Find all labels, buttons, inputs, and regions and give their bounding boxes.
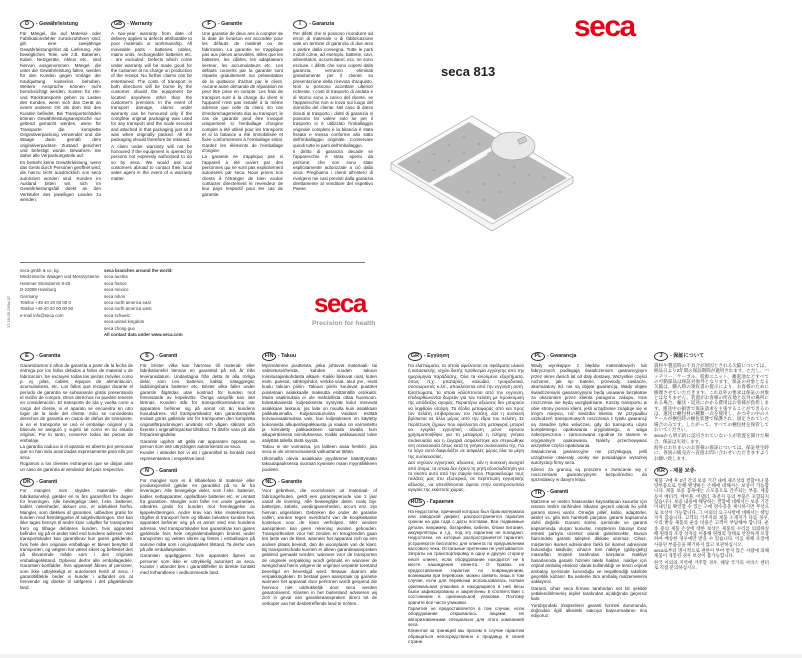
branch-item: seca mexico [104, 287, 129, 293]
language-code-badge: FIN [262, 352, 276, 361]
company-address [20, 268, 104, 319]
warranty-section-f [202, 20, 283, 197]
section-title: - Gwarancja [547, 353, 577, 360]
section-paragraph: Per difetti che si possono ricondurre ad errori di materiale o di fabbricazione vale un termine di garanzia di due anni a partire dalla consegna. Tutte le parti mobili come, ad esempio, batterie, cavi, alimentatori, accumulatori, ecc. ne sono escluse. I difetti che sono coperti dalla garanzia, verranno eliminati gratuitamente per il cliente su presentazione della ricevuta d'acquisto. Non si possono accettare ulteriori richieste. I costi di trasporto di andata e di ritorno sono a carico del cliente, se l'apparecchio non si trova sul luogo del domicilio del cliente. Nel caso di danni dovuti al trasporto i diritti di garanzia si possono far valere solo se per il trasporto si è utilizzato l'imballaggio originale completo e la bilancia è stata fissata e messa conforme allo stato dell'imballaggio originale. Conservare quindi tutte le parti dell'imballaggio. [293, 30, 373, 148]
section-paragraph: Une garantie de deux ans à compter de la date de livraison est accordée pour les défauts de matériel ou de fabrication. La garantie ne s'applique pas aux pièces amovibles, telles que les batteries, les câbles, les adaptateurs secteur, les accumulateurs etc. Les défauts couverts par la garantie sont réparés gratuitement sur présentation de la quittance d'achat par le client. Aucune autre demande de réparation ne peut être prise en compte. Les frais de transport sont à la charge du client si l'appareil n'est pas installé à la même adresse que celle du client. En cas d'endommagements dus au transport, le cas de garantie peut être invoqué uniquement si l'emballage d'origine complet a été utilisé pour les transports et si la balance a été immobilisée et fixée conformément à l'emballage initial. Gardez les éléments de l'emballage d'origine. [202, 30, 283, 154]
seca-logo-small: seca [314, 288, 366, 318]
section-heading [408, 352, 524, 361]
column-bottom-3 [262, 352, 377, 611]
seca-logo: seca [574, 10, 635, 43]
warranty-section-tr [531, 489, 647, 619]
section-paragraph: Myönnämme puutteista, jotka johtuvat materiaali- tai valmistusvirheistä, kahden vuoden takuun toimitusajankohdasta alkaen. Kaikki liikkuvat osat, kuten esim. paristot, sähköjohdot, verkko-osat, akut jne., eivät kuulu takuun piiriin. Takuun piiriin kuuluvat puutteet poistetaan asiakkaalle maksutta esittämällä ostokuitti. Muita vaatimuksia ei ole mahdollista ottaa huomioon. Edestakaisesta kuljetuksesta syntyvät kulut menevät asiakkaan laskuun, jos laite on muulla kuin asiakkaan paikkakunnalla. Kuljetusvaurioista voidaan esittää korvausvaatimuksia vain, kun kuljetukseen on käytetty kokonaista alkuperäispakkausta ja vaaka on varmistettu ja kiinnitetty pakkaukseen samalla tavalla kuin alkuperäisessä toimituksessa. Kaikki pakkausosat tulee säilyttää tallella tästä syystä. [262, 362, 377, 443]
branches-title: seca branches around the world: [104, 268, 173, 273]
column-bottom-2 [140, 352, 255, 580]
warranty-section-dk [20, 478, 133, 590]
address-country: Germany [20, 293, 39, 299]
warranty-section-s [140, 352, 255, 461]
section-title: - 제품 보증- [670, 467, 697, 474]
top-area [0, 0, 802, 260]
section-title: - Garanti [156, 467, 178, 474]
section-paragraph: La garantía caduca si el aparato es abierto por personas que no han sido autorizadas expresamente para ello por seca. [20, 444, 133, 460]
column-bottom-6 [654, 352, 769, 576]
section-paragraph: A two-year warranty from date of delivery applies to defects attributable to poor materials or workmanship. All moveable parts - batteries, cables, mains units, rechargeable batteries etc. - are excluded. Defects which come under warranty will be made good for the customer at no charge on production of the receipt. No further claims can be entertained. The costs of transport in both directions will be borne by the customer should the equipment be located anywhere other than the customer's premises. In the event of transport damage, claims under warranty can be honoured only if the complete original packaging was used for any transport and the scale secured and attached in that packaging just as it was when originally packed. All the packaging should therefore be retained. [111, 30, 192, 143]
section-paragraph: Für Mängel, die auf Material- oder Fabrikationsfehler zurückzuführen sind, gilt eine zweijährige Gewährleistungsfrist ab Lieferung. Alle beweglichen Teile, wie z.B. Batterien, Kabel, Netzgeräte, Akkus etc., sind hiervon ausgenommen. Mängel, die unter die Gewährleistung fallen, werden für den Kunden gegen Vorlage der Kaufquittung kostenlos behoben. Weitere Ansprüche können nicht berücksichtigt werden. Kosten für Hin- und Rücktransporte gehen zu Lasten des Kunden, wenn sich das Gerät an einem anderen Ort als dem Sitz des Kunden befindet. Bei Transportschäden können Gewährleistungsansprüche nur geltend gemacht werden, wenn für Transporte die komplette Originalverpackung verwendet und die Waage darin gemäß dem originalverpackten Zustand gesichert und befestigt wurde. Bewahren Sie daher alle Verpackungsteile auf. [20, 30, 101, 159]
section-title: - Takuu [278, 353, 297, 360]
section-heading [140, 352, 255, 361]
section-paragraph: 한국 이외의 지역에 거주할 경우, 해당 국가의 서비스 센터로 직접 문의하십시오. [654, 559, 769, 571]
section-heading [262, 352, 377, 361]
company-name: seca gmbh & co. kg. [20, 268, 60, 273]
language-code-badge: N [140, 467, 154, 476]
language-code-badge: D [20, 20, 34, 29]
language-code-badge: PL [531, 352, 545, 361]
section-paragraph: Takuu ei ole voimassa, jos laitteen avaa henkilö, jota seca ei ole nimenomaisesti valtuuttanut tähän. [262, 444, 377, 455]
warranty-section-kr [654, 467, 769, 570]
section-paragraph: Es besteht keine Gewährleistung, wenn das Gerät durch Personen geöffnet wird, die hierzu nicht ausdrücklich von seca autorisiert worden sind. Kunden im Ausland bitten wir, sich im Gewährleistungsfall direkt an den Verkäufer des jeweiligen Landes zu wenden. [20, 159, 101, 203]
section-paragraph: Δεν ισχύουν εγγυητικές αξιώσεις, εάν η συσκευή ανοιχτεί από άτομα, τα οποία δεν έχουν τη ρητή εξουσιοδότηση για το σκοπό αυτό από την εταιρία seca. Παρακαλούμε τους πελάτες μας στο εξωτερικό, σε περίπτωση εγγυητικής αξίωσης, να απευθύνονται άμεσα στην αντιπροσωπεία αγοράς της εκάστοτε χώρας. [408, 460, 524, 492]
document-code: 17-10-05-263d-07 [6, 295, 11, 328]
language-code-badge: RUS [408, 498, 425, 507]
column-top-4 [293, 20, 373, 198]
branches-list [104, 268, 194, 338]
branch-item: seca north america west [104, 306, 152, 312]
tagline: Precision for health [312, 320, 376, 327]
section-paragraph: For mangler, som skyldes materiale- eller fabrikationsfejl, gælder en to års garantifrist fra dagen for leveringen. Alle bevægelige dele, f.eks. batterier, kabler, netenheder, akkuer osv., er udelukket herfra. Mangler, som dækkes af garantien, udbedres gratis for kunden mod fremlæggelse af salgskvitteringen. Der kan ikke tages hensyn til andre krav. Udgifter for transporten frem og tilbage debiteres kunden, hvis apparatet befinder sig på et andet sted end kundens adresse. Ved transportskader kan garantikrav kun gøres gældende, hvis hele den originale emballage er blevet benyttet til transporten, og vægten har været sikret og befæstet deri på tilsvarende måde som i den originale emballagetilstand. Opbevar derfor alle emballagedele. Garantien bortfalder, hvis apparatet åbnes af personer, som ikke udtrykkeligt er autoriseret hertil af seca. I garantitilfælde beder vi kunder i udlandet om at henvende sig direkte til sælgeren i det pågældende land. [20, 488, 133, 590]
section-paragraph: Kunder i utlandet ber vi att i garantifall ta kontakt med representanten i respektive land. [140, 450, 255, 461]
section-heading [111, 20, 192, 29]
section-paragraph: seca로부터 명시적으로 권한이 부여 받지 않은 사람에 의해 제품이 개봉된 경우 보상이 불가능합니다. [654, 548, 769, 559]
section-heading [262, 478, 377, 487]
section-heading [531, 489, 647, 498]
column-top-2 [111, 20, 192, 187]
section-paragraph: Για ελαττώματα, τα οποία οφείλονται σε σφάλματα υλικού ή κατασκευής, ισχύει διετής προθεσμία εγγύησης από την ημερομηνία παράδοσης. Όλα τα κινούμενα εξαρτήματα, όπως π.χ. μπαταρίες, καλώδια, τροφοδοτικά, συσσωρευτές κ.λπ., αποκλείονται από την εγγύηση αυτή. Ελαττώματα, τα οποία καλύπτονται από την εγγύηση, επιδιορθώνονται δωρεάν για τον πελάτη με προσκόμιση της απόδειξης αγοράς. Περαιτέρω αξιώσεις δεν μπορούν να ληφθούν υπόψη. Τα έξοδα μεταφοράς από και προς τον πελάτη επιβαρύνουν τον πελάτη, εάν η συσκευή βρίσκεται σε άλλο μέρος από την έδρα του πελάτη. Σε περίπτωση ζημιών που οφείλονται στη μεταφορά, μπορεί να εγερθεί εγγυητική αξίωση μόνο εφόσον χρησιμοποιήθηκε για τη μεταφορά η πλήρης γνήσια συσκευασία και η ζυγαριά ασφαλίστηκε και στερεώθηκε στη συσκευασία όπως κατά τη γνήσια συσκευασία της. Για το λόγο αυτό διαφυλάξτε σε ασφαλές μέρος όλα τα μέρη της συσκευασίας. [408, 362, 525, 459]
document-code-wrap [0, 268, 14, 328]
warranty-section-pl [531, 352, 647, 482]
warranty-section-i [293, 20, 373, 192]
language-code-badge: GB [111, 20, 125, 29]
phone-number: Telefon +49 40 20 00 00 0 [20, 300, 71, 306]
language-code-badge: NL [262, 478, 276, 487]
section-heading [20, 478, 133, 487]
language-code-badge: F [202, 20, 216, 29]
section-paragraph: Garantizamos 2 años de garantía a partir de la fecha de entrega por los fallos debidos a fallos de material o de fabricación. Se excluyen todas las piezas móviles como p. ej. pilas, cables, equipos de alimentación, acumuladores, etc. Los fallos que recaigan durante el período de garantía se subsanarán gratis presentando el recibo de compra. Otros derechos no pueden tenerse en consideración. El transporte de ida y vuelta corre a cargo del cliente, si el aparato se encuentra en otro lugar de la sede del cliente. Sólo se concederán derechos de garantía en casos de daños de transporte, si en el transporte se usó el embalaje original y la báscula se aseguró y sujetó tal como en su estado original. Por lo tanto, conserve todas las piezas de embalaje. [20, 362, 133, 443]
section-paragraph: Garanti, cihaz seca firması tarafından net bir şekilde yetkilendirilmemiş kişiler tarafından açıldığında geçersiz kalır. [531, 585, 647, 602]
branch-item: seca schweiz [104, 312, 131, 318]
section-paragraph: För brister vilka kan härröras till material- eller fabrikationsfel lämnas en garantitid på två år från leveransdatum. Undantagna från detta är alla rörliga delar, som t.ex. batterier, kablar, nätaggregat, laddningsbara batterier etc. Brister vilka faller under garantin åtgärdas utan kostnad för kunden mot förevisande av köpekvitto. Övriga anspråk kan inte lämnas. Kunden står för transportkostnaderna när apparaten befinner sig på annat ort än kundens huvudadress. Vid transportskador kan garantianspråk endast göras gällande när för transporten den kompletta originalförpackningen används och vågen säkrats och fixerats i originalförpackat tillstånd. Ta därför vara på alla förpackningsdelar. [140, 362, 255, 438]
bottom-area [0, 338, 802, 650]
section-paragraph: Świadczenia gwarancyjne nie przysługują, jeśli urządzenie otwierały osoby nie posiadające wyraźnej autoryzacji firmy seca. [531, 449, 647, 466]
column-top-1 [20, 20, 101, 209]
section-paragraph: На недостатки, причиной которых был брак материала или заводской дефект, распространяется гарантия сроком на два года с даты поставки. Все подвижные детали, например, батарейки, кабели, блоки питания, аккумуляторы и т.д., под эту гарантию не попадают. Недостатки, на которые распространяется гарантия, устраняются бесплатно для клиента по предъявлении кассового чека. Остальные претензии не учитываются. Затраты на транспортировку в одну и другую сторону несет клиент, если оборудование находится не в месте нахождения клиента. О правах на предоставление гарантии по повреждениям, возникшим при перевозке, можно заявить лишь в том случае, если для перевозки использовалась полная оригинальная упаковка и находящиеся в ней весы были зафиксированы и закреплены в соответствии с состоянием в оригинальной упаковке. Поэтому храните все части упаковки. [408, 508, 524, 605]
section-title: - Warranty [127, 20, 153, 27]
language-code-badge: GR [408, 352, 422, 361]
branch-item: seca zhong guo [104, 325, 136, 331]
contact-area [0, 268, 802, 338]
brand-box [314, 268, 384, 328]
section-heading [20, 20, 101, 29]
section-divider [20, 262, 365, 263]
language-code-badge: I [293, 20, 307, 29]
section-heading [202, 20, 283, 29]
section-heading [293, 20, 373, 29]
section-paragraph: For mangler som er å tilbakeføre til material- eller produksjonsfeil gjelder en garantitid på to år fra leveringen. Alle bevegelige deler, som f.eks. batterier, kabler, nettapparater, oppladbare batterier etc. er unntatt fra garantien. Mangler som faller inn under garantien, utbedres gratis for kunden mot fremleggelse av kjøpekvitteringen. Andre krav kan ikke imøtekommes. Utgifter til transport frem og tilbake belastes kunden hvis apparatet befinner seg på et annet sted enn kundens adresse. Ved transportskader kan garantikrav kun gjøres gjeldende hvis hele originalemballasjen brukes under transporten og vekten sikres og festes i emballasjen på samme måte som i originalpakket tilstand. Ta derfor vare på alle emballasjedeler. [140, 477, 255, 553]
section-title: - Εγγύηση [424, 353, 450, 360]
column-top-3 [202, 20, 283, 203]
warranty-section-j [654, 352, 769, 461]
section-paragraph: Гарантия не предоставляется в том случае, если оборудование открывалось лицами, не авторизованными специально для этого компанией seca. [408, 605, 524, 627]
section-title: - Garantie [218, 20, 243, 27]
language-code-badge: J [654, 352, 668, 361]
section-paragraph: Voor gebreken, die voortvloeien uit materiaal- of fabricagefouten, geldt een garantieperiode van 2 jaar vanaf de levering. Alle beweeglijke delen zoals bijv. batterijen, kabels, voedingseenheden, accu's enz. zijn hiervan uitgesloten. Gebreken die onder de garantie vallen, worden tegen overdracht van de koopkwitantie kosteloos voor de klant verholpen. Met verdere aanspraken kan geen rekening worden gehouden. Transportkosten voor het zenden en terugzenden gaan ten laste van de klant, wanneer het apparaat zich op een andere plaats bevindt, dan de woonplaats van de klant. Bij transportschade kunnen er alleen garantieaanspraken geldend gemaakt worden, wanneer voor de transporten de originele verpakking wordt gebruikt en wanneer de weegschaal hierin volgens de origineel verpakte toestand beveiligd en bevestigd werd. Bewaar daarom alle verpakkingdelen. Er bestaat geen aanspraak op garantie wanneer het apparaat door personen wordt geopend die hiervoor niet uitdrukkelijk door seca werden geautoriseerd. Klanten in het buitenland adviseren wij zich in geval van garantieaanspraken direct tot de verkoper van het desbetreffende land te richten. [262, 488, 377, 606]
warranty-section-nl [262, 478, 377, 606]
column-bottom-5 [531, 352, 647, 624]
language-code-badge: TR [531, 489, 545, 498]
section-title: - Garantie [278, 478, 303, 485]
section-heading [654, 352, 769, 361]
section-paragraph: Wady wynikające z błędów materiałowych lub fabrycznych podlegają świadczeniom gwarancyjnym przez okres dwóch lat od daty dostawy. Wszystkie części ruchome, jak np. baterie, przewody, zasilacze, akumulatory itd. nie są objęte gwarancją. Wady objęte świadczeniami gwarancyjnymi będą usuwane bezpłatnie za okazaniem przez klienta paragonu zakupu. Inne roszczenia nie będą uwzględniane. Koszty transportu w obie strony ponosi klient, jeśli urządzenie znajduje się w innym miejscu, niż siedziba klienta. W przypadku uszkodzeń transportowych roszczenia z tytułu gwarancji są zasadne tylko wówczas, gdy do transportu użyto kompletnego opakowania oryginalnego, a waga zabezpieczona i zamocowana zgodnie ze stanem w oryginalnym opakowaniu. Należy przechowywać wszystkie części opakowania. [531, 362, 647, 449]
language-code-badge: E [20, 352, 34, 361]
warranty-section-n [140, 467, 255, 575]
section-paragraph: Il diritto di garanzia decade se l'apparecchio è stato aperto da persone, che non sono state esplicitamente autorizzate a ciò dalla seca. Preghiamo i clienti all'estero di rivolgersi nei casi previsti dalla garanzia direttamente al venditore del rispettivo Paese. [293, 149, 373, 192]
section-title: - Garanti [547, 489, 569, 496]
section-title: - 保証について [670, 353, 705, 360]
branch-item: seca france [104, 280, 127, 286]
page-edge [0, 654, 802, 658]
section-title: - Garanti [36, 478, 58, 485]
section-heading [20, 352, 133, 361]
section-title: - Garantía [36, 353, 61, 360]
branch-item: seca austria [104, 274, 128, 280]
section-paragraph: 資材や製造時の不具合が原因とされる欠陥については、納品日より2年間の保証期間が適用されます。ただし、バッテリー、ケーブル、電源ユニット、蓄電池などすべての可動部品は保証対象外となります。保証の対象となる欠陥は、購入時の領収書の提示により、お客様のために修理させていただきます。これ以外の要求は保証の対象とはなりません。装置がお客様の所在地と以外の場所にある場合、輸送・返送にかかる費用はお客様が負担します。運送中の損害で保証請求を主張することができるのは、運送に梱包材の種類一式を使用し、かつその中のスケールが梱包時の梱包状態で保護され、固定されていた場合のみです。したがって、すべての梱包材を保管しておいてください。 [654, 362, 769, 433]
language-code-badge: S [140, 352, 154, 361]
address-line: D-22089 Hamburg [20, 287, 57, 293]
section-paragraph: Rogamos a los clientes extranjeros que se dirijan ante un caso de garantía al vendedor del país respectivo. [20, 461, 133, 472]
section-title: - Garanti [156, 353, 178, 360]
section-paragraph: secaから明示的に認可されていない人が装置を開けた場合、保証は失効します。 [654, 433, 769, 444]
section-paragraph: 제품 구매 후 2년 간의 보증 기간 내에 제조상의 결함이나 불량부품으로 인해 발생하는 손해에 대해서는 보상이 가능합니다. 제품 보증 품목에는 소모품으로 간주되는 부품, 제품 등이 배터리, 케이블, 어댑터, 축전지 등의 부품은 포함되지 않습니다. 보증 내용에 해당하는 결함에 대해서는 보증 기간 이내인를 확인할 수 있는 구매 영수증을 제시하시면 무상으로 보상이 가능합니다. 그 이외의 요구사항에 대해서는 책임지지 않습니다. 고객의 거주지와 제품 소재지가 다를 경우, 수리 발송 제품의 운송 비용은 고객이 부담해야 합니다. 운송 중의 제품 손상에 대한 보상은 제품의 수리를 의뢰하실 때 원래의 포장 상자를 이용해 원래의 상태로 안전하게 포장하여 배송한 경우에만 받을 수 있습니다. 이를 위해 포장에 사용된 부품들을 폐기하지 않고 보관하십시오. [654, 477, 769, 547]
section-heading [654, 467, 769, 476]
warranty-section-gr [408, 352, 524, 492]
contact-footer: All contact data under www.seca.com [104, 332, 183, 338]
language-code-badge: KR [654, 467, 668, 476]
section-title: - Гарантия [426, 499, 454, 506]
product-panel [389, 10, 802, 260]
section-paragraph: 海外にお住まいのお客様の保証については、保証発生時に、各国の販売店へ直接お問い合わせいただきますようお願い致します。 [654, 445, 769, 461]
section-heading [531, 352, 647, 361]
fax-number: Telefax +49 40 20 00 00 50 [20, 306, 74, 312]
branch-item: seca north america east [104, 300, 151, 306]
warranty-section-gb [111, 20, 192, 181]
section-paragraph: Клиентов за границей мы просим в случае гарантии обращаться непосредственно к продавцу в своей стране. [408, 628, 524, 644]
section-heading [140, 467, 255, 476]
address-line: Medizinische Waagen und Messsysteme [20, 274, 100, 280]
section-paragraph: A claim under warranty will not be honoured if the equipment is opened by persons not expressly authorised to do so by seca. We would ask our customers abroad to contact their local sales agent in the event of a warranty matter. [111, 143, 192, 181]
warranty-section-d [20, 20, 101, 203]
section-paragraph: Garantin upphör att gälla när apparaten öppnats av person som inte uttryckligen auktoriserats av seca. [140, 438, 255, 450]
address-line: Hammer Steindamm 9-25 [20, 280, 71, 286]
language-code-badge: DK [20, 478, 34, 487]
section-title: - Garanzia [309, 20, 335, 27]
branch-item: seca united kingdom [104, 319, 145, 325]
scale-illustration [389, 112, 589, 237]
section-title: - Gewährleistung [36, 20, 79, 27]
section-paragraph: Ulkomailla olevia asiakkaita pyydämme käänttymään takuutapauksessa suoraan kyseisen maan myyntiliikkeen puoleen. [262, 455, 377, 472]
section-paragraph: Klienci za granicą są proszeni o zwracanie się z roszczeniami gwarancyjnymi bezpośrednio do sprzedawcy w danym kraju. [531, 466, 647, 483]
section-paragraph: Garantien oppdiggjøres hvis apparatet åpnes av personer som ikke er uttrykkelig autorisert av seca. Kunder i utlandet bes i garantitilfeller ta direkte kontakt med forhandleren i vedkommende land. [140, 553, 255, 575]
section-paragraph: Yurtdışındaki müşterilerin garanti hizmeti durumunda, doğrudan ilgili ülkedeki satıcıya başvurmalarını rica ediyoruz. [531, 602, 647, 619]
branch-item: seca nihon [104, 293, 126, 299]
email-address: e-mail info@seca.com [20, 312, 64, 318]
warranty-section-rus [408, 498, 524, 644]
column-bottom-1 [20, 352, 133, 595]
warranty-section-fin [262, 352, 377, 471]
product-model: seca 813 [441, 64, 496, 79]
column-bottom-4 [408, 352, 524, 650]
section-paragraph: Malzeme ve üretim hatasından kaynaklanan kusurlar için ürünün teslim tarihinden itibaren geçerli olacak iki yıllık garanti süresi vardır. Örneğin piller, kablo, adaptörler, aküler vs. gibi tüm hareketli parçalar, garanti kapsamına dahil değildir. Garanti süresi içerisinde ve garanti kapsamında oluşan kusurlar, müşterinin faturayı ibraz etmesi şartıyla ücretsiz olarak giderilecektir. Bunun haricindeki garanti talepleri dikkate alınmaz. Cihaz, müşterinin ikamet adresinden farklı bir ikamet adresinde bulunduğu takdirde, cihazın tüm nakliye (gidiş-geliş) masrafları müşteri tarafından karşılanır. Nakliye hasarlarında garanti hizmeti talebi hakları, nakliye için orijinal ambalaj eksiksiz olarak kullanıldığı ve terazi orijinal ambalajı içerisinde korunduğu ve tespitlendiği takdirde geçerlilik kazanır. Bu nedenle tüm ambalaj malzemelerini saklayınız. [531, 499, 647, 585]
section-paragraph: La garantie ne s'applique pas si l'appareil a été ouvert par des personnes qui ne sont pas explicitement autorisées par seca. Nous prions nos clients à l'étranger de bien vouloir contacter directement le revendeur de leur pays respectif pour les cas de garantie. [202, 154, 283, 197]
warranty-section-e [20, 352, 133, 471]
section-heading [408, 498, 524, 507]
